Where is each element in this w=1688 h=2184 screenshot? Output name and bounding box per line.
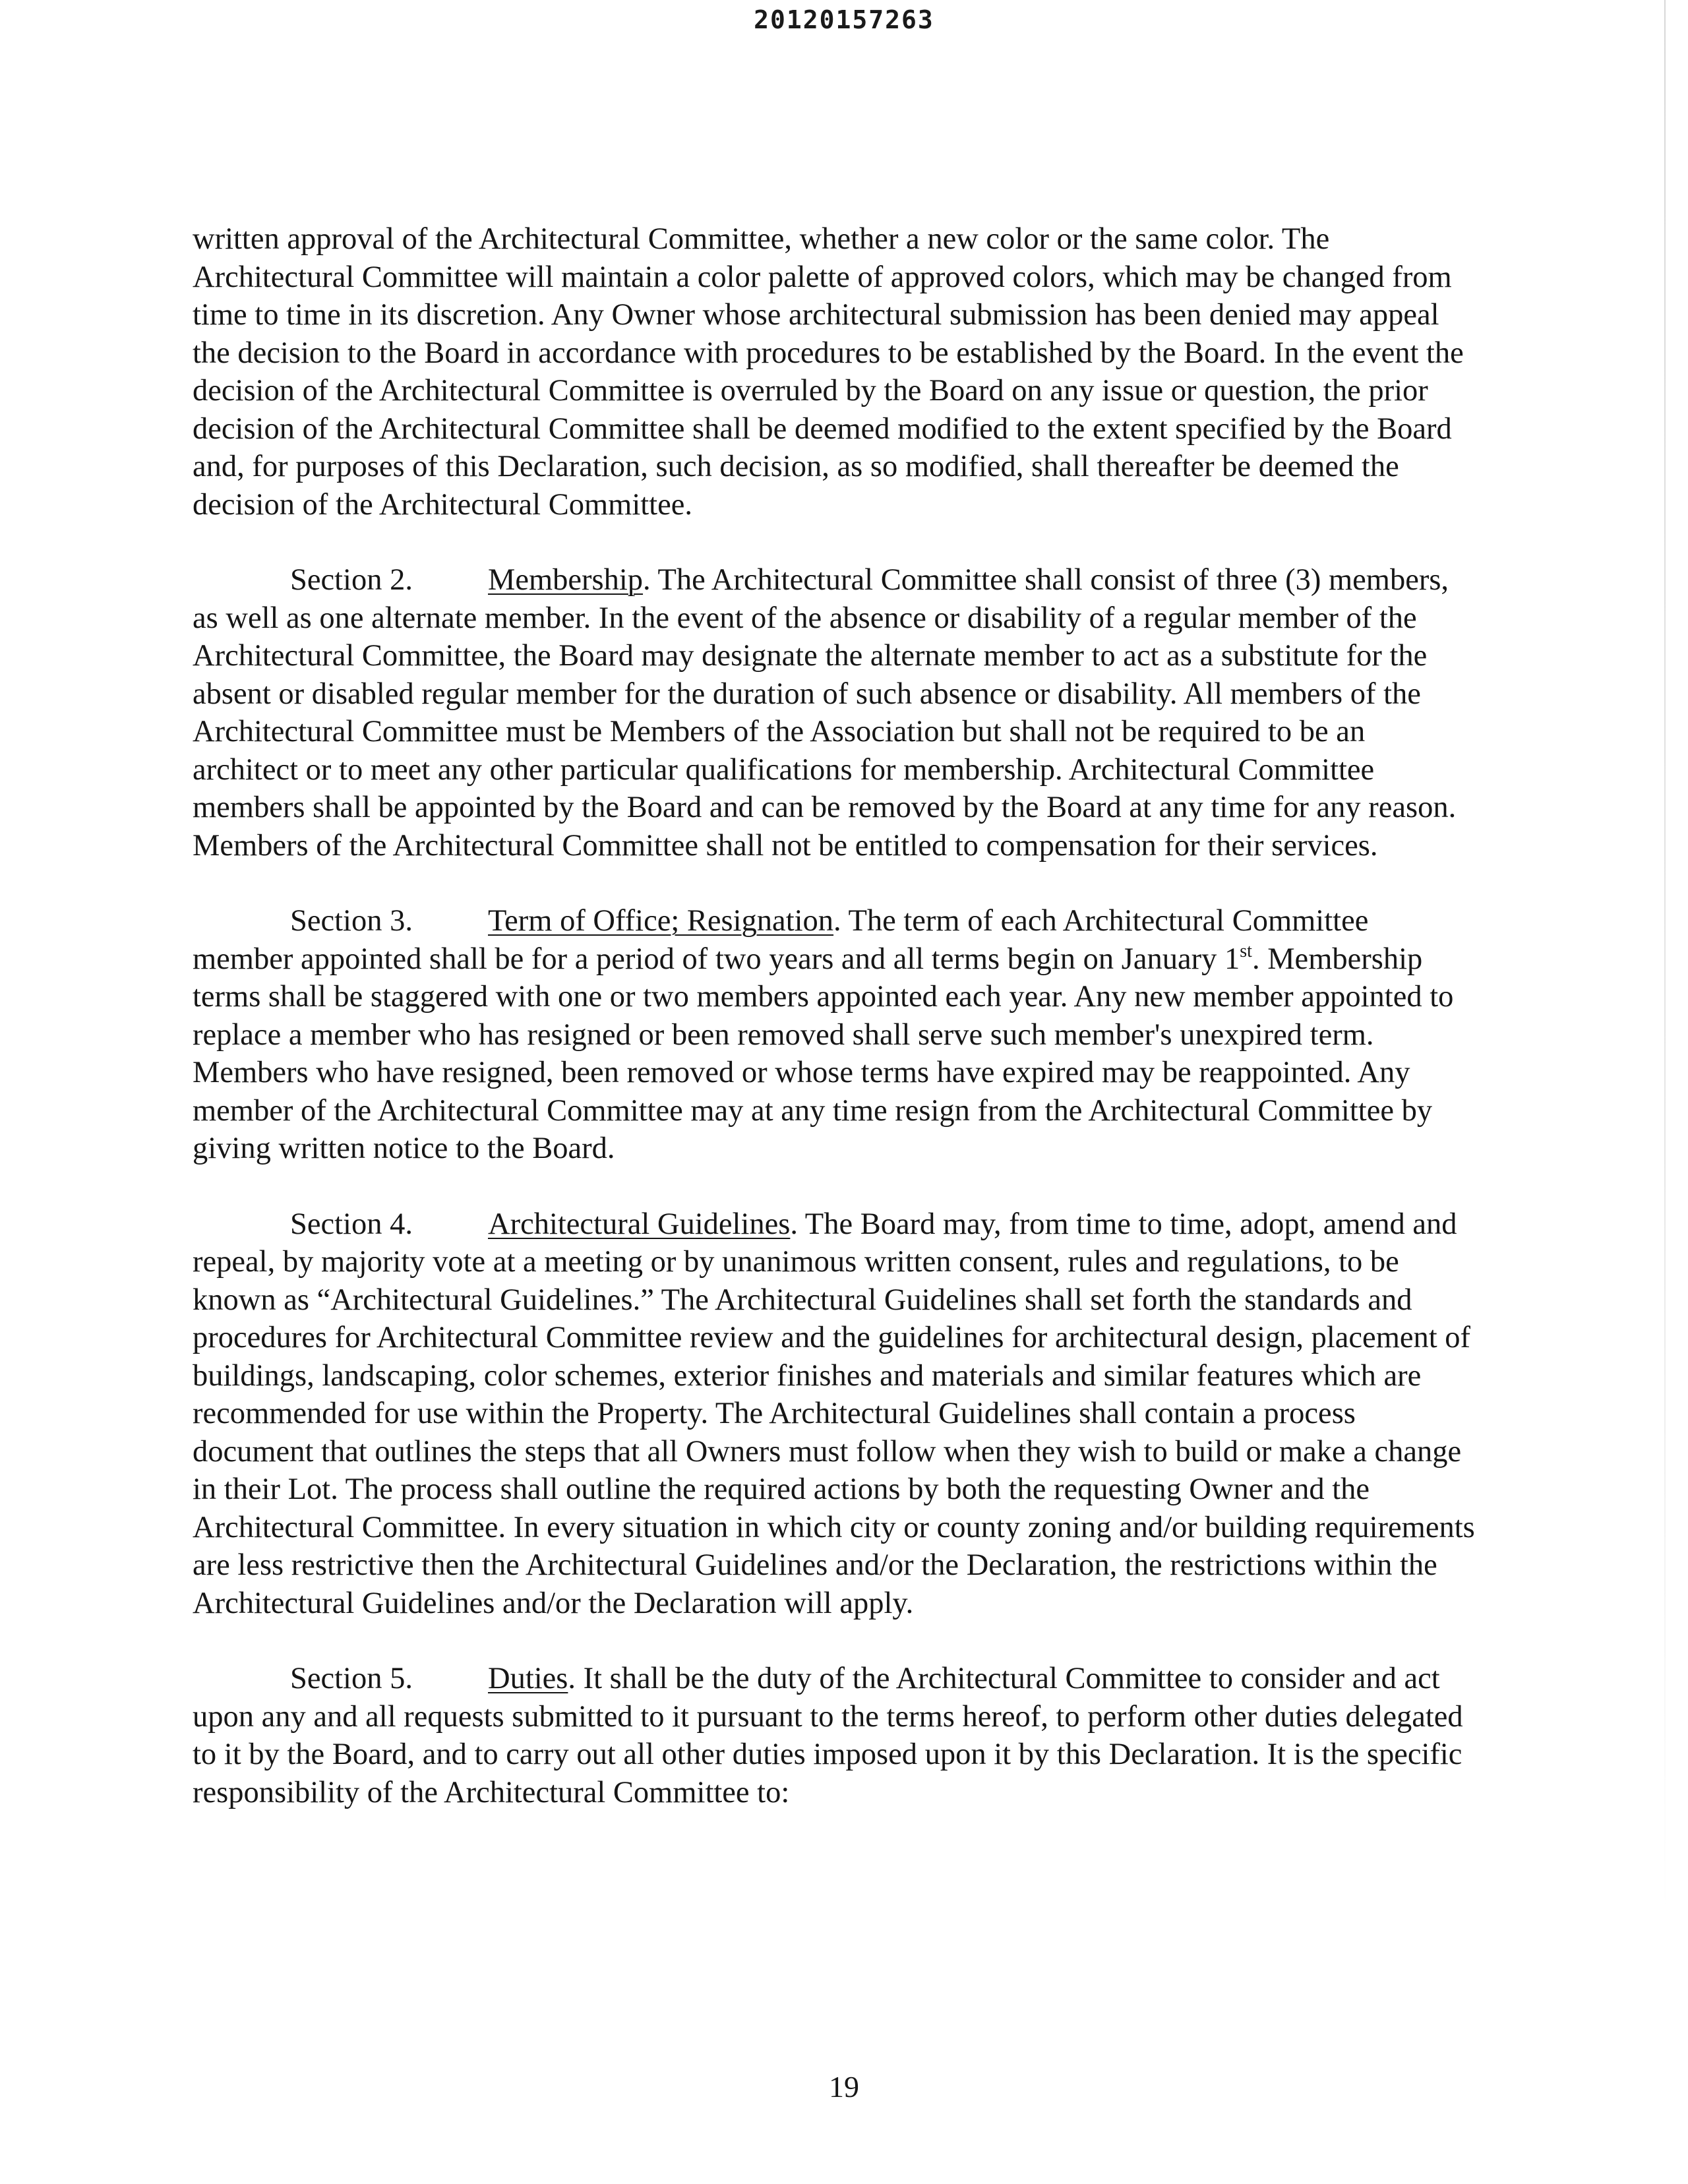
section-5-heading: Duties	[488, 1662, 568, 1695]
section-2-heading: Membership	[488, 563, 644, 597]
section-3-heading: Term of Office; Resignation	[488, 904, 834, 938]
section-3-number: Section 3.	[290, 904, 413, 938]
document-body	[193, 220, 1475, 1849]
section-3-paragraph	[193, 902, 1475, 1168]
page-number: 19	[829, 2070, 859, 2104]
section-2-number: Section 2.	[290, 563, 413, 597]
continuation-paragraph: written approval of the Architectural Committee, whether a new color or the same color. The Architectural Committee will maintain a color palette of approved colors, which may be changed from time to time in its discretion. Any Owner whose architectural submission has been denied may appeal the decision to the Board in accordance with procedures to be established by the Board. In the event the decision of the Architectural Committee is overruled by the Board on any issue or question, the prior decision of the Architectural Committee shall be deemed modified to the extent specified by the Board and, for purposes of this Declaration, such decision, as so modified, shall thereafter be deemed the decision of the Architectural Committee.	[193, 222, 1464, 522]
document-number: 20120157263	[754, 5, 934, 34]
section-3-superscript: st	[1240, 940, 1252, 961]
section-4-heading: Architectural Guidelines	[488, 1207, 791, 1241]
section-2-text: . The Architectural Committee shall consist of three (3) members, as well as one alternate member. In the event of the absence or disability of a regular member of the Architectural Committee, the Board may designate the alternate member to act as a substitute for the absent or disabled regular member for the duration of such absence or disability. All members of the Architectural Committee must be Members of the Association but shall not be required to be an architect or to meet any other particular qualifications for membership. Architectural Committee members shall be appointed by the Board and can be removed by the Board at any time for any reason. Members of the Architectural Committee shall not be entitled to compensation for their services.	[193, 563, 1457, 863]
section-4-number: Section 4.	[290, 1207, 413, 1241]
section-5-text: . It shall be the duty of the Architectural Committee to consider and act upon any and all requests submitted to it pursuant to the terms hereof, to perform other duties delegated to it by the Board, and to carry out all other duties imposed upon it by this Declaration. It is the specific responsibility of the Architectural Committee to:	[193, 1662, 1463, 1809]
scan-edge-line	[1664, 0, 1666, 1912]
section-3-text-a: . The term of each Architectural Committee member appointed shall be for a period of two years and all terms begin on January 1	[193, 904, 1369, 976]
section-5-paragraph	[193, 1660, 1475, 1811]
section-4-paragraph	[193, 1205, 1475, 1623]
section-2-paragraph	[193, 561, 1475, 864]
section-4-text: . The Board may, from time to time, adopt, amend and repeal, by majority vote at a meeting or by unanimous written consent, rules and regulations, to be known as “Architectural Guidelines.” The Architectural Guidelines shall set forth the standards and procedures for Architectural Committee review and the guidelines for architectural design, placement of buildings, landscaping, color schemes, exterior finishes and materials and similar features which are recommended for use within the Property. The Architectural Guidelines shall contain a process document that outlines the steps that all Owners must follow when they wish to build or make a change in their Lot. The process shall outline the required actions by both the requesting Owner and the Architectural Committee. In every situation in which city or county zoning and/or building requirements are less restrictive then the Architectural Guidelines and/or the Declaration, the restrictions within the Architectural Guidelines and/or the Declaration will apply.	[193, 1207, 1475, 1620]
section-5-number: Section 5.	[290, 1662, 413, 1695]
section-3-text-b: . Membership terms shall be staggered with one or two members appointed each year. Any new member appointed to replace a member who has resigned or been removed shall serve such member's unexpired term. Members who have resigned, been removed or whose terms have expired may be reappointed. Any member of the Architectural Committee may at any time resign from the Architectural Committee by giving written notice to the Board.	[193, 942, 1454, 1165]
